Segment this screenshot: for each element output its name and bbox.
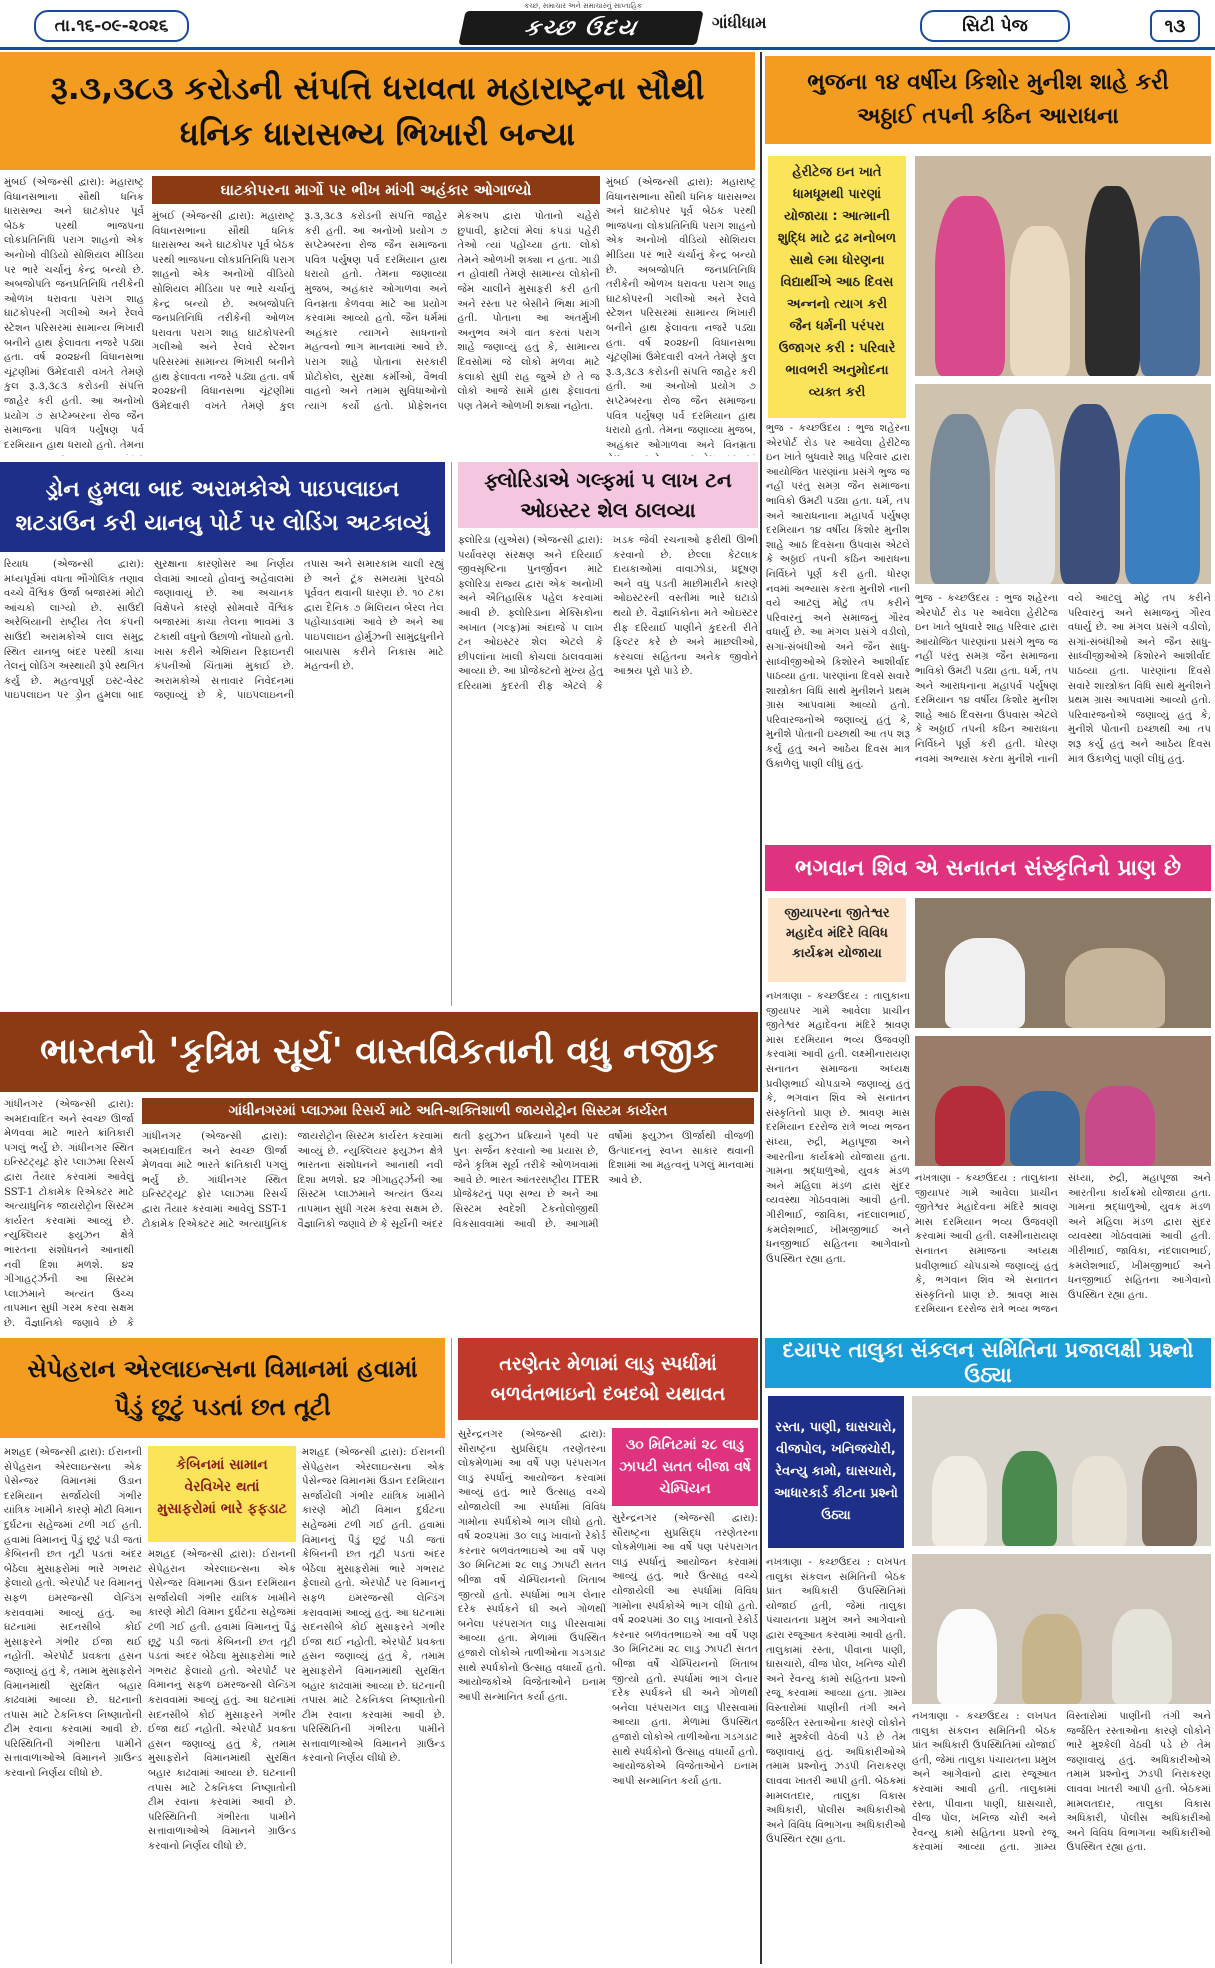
- story5-photo-crowd: [915, 1036, 1211, 1166]
- story5-body-cont: [915, 1172, 1211, 1330]
- story5-callout-text: જીયાપરના જીતેશ્વર મહાદેવ મંદિરે વિવિધ કાર્યક્રમ યોજાયા: [784, 906, 890, 961]
- story7-body-text: મશહદ (એજન્સી દ્વારા): ઈરાનની સેપેહરાન એરલાઇન્સના એક પેસેન્જર વિમાનમાં ઉડાન દરમિયાન સર્જાયેલી ગંભીર યાંત્રિક ખામીને કારણે મોટી વિમાન દુર્ઘટના સહેજમાં ટળી ગઈ હતી. હવામાં વિમાનનું પૈડું છૂટું પડી જતાં કેબિનની છત તૂટી પડતાં અંદર બેઠેલા મુસાફરોમાં ભારે ગભરાટ ફેલાયો હતો. એરપોર્ટ પર વિમાનનું સફળ ઇમરજન્સી લેન્ડિંગ કરાવવામાં આવ્યું હતું. આ ઘટનામાં સદનસીબે કોઈ મુસાફરને ગંભીર ઈજા થઈ નહોતી. એરપોર્ટ પ્રવક્તા હસન જણાવ્યું હતું કે, તમામ મુસાફરોને વિમાનમાંથી સુરક્ષિત બહાર કાઢવામાં આવ્યા છે. ઘટનાની તપાસ માટે ટેકનિકલ નિષ્ણાતોની ટીમ રવાના કરવામાં આવી છે. પરિસ્થિતિની ગંભીરતા પામીને સત્તાવાળાઓએ વિમાનને ગ્રાઉન્ડ કરવાનો નિર્ણય લીધો છે.: [4, 1447, 142, 1780]
- story3-headline: [0, 462, 445, 552]
- masthead: [0, 0, 1215, 50]
- story5-body-text-cont: નખત્રાણા - કચ્છઉદય : તાલુકાના જીયાપર ગામે આવેલા પ્રાચીન જીતેશ્વર મહાદેવના મંદિરે શ્રાવણ માસ દરમિયાન ભવ્ય ઉજવણી કરવામાં આવી હતી. લક્ષ્મીનારાયણ સનાતન સમાજના અધ્યક્ષ પ્રવીણભાઈ ચોપડાએ જણાવ્યું હતું કે, ભગવાન શિવ એ સનાતન સંસ્કૃતિનો પ્રાણ છે. શ્રાવણ માસ દરમિયાન દરરોજ રાત્રે ભવ્ય ભજન સંધ્યા, રુદ્રી, મહાપૂજા અને આરતીના કાર્યક્રમો યોજાયા હતા. ગામના શ્રદ્ધાળુઓ, યુવક મંડળ અને મહિલા મંડળ દ્વારા સુંદર વ્યવસ્થા ગોઠવવામાં આવી હતી. ગીરીભાઈ, જાવિકા, નંદલાલભાઈ, કમલેશભાઈ, ખીમજીભાઈ અને ધનજીભાઈ સહિતના આગેવાનો ઉપસ્થિત રહ્યા હતા.: [915, 1173, 1211, 1316]
- story2-body-text: ભુજ - કચ્છઉદય : ભુજ શહેરના એરપોર્ટ રોડ પર આવેલા હેરીટેજ ઇન ખાતે બુધવારે શાહ પરિવાર દ્વારા આયોજિત પારણાંના પ્રસંગે ભુજ જ નહીં પરંતુ સમગ્ર જૈન સમાજના ભાવિકો ઉમટી પડ્યા હતા. ધર્મ, તપ અને આરાધનાના મહાપર્વ પર્યુષણ દરમિયાન ૧૪ વર્ષીય કિશોર મુનીશ શાહે આઠ દિવસના ઉપવાસ એટલે કે અઠ્ઠાઈ તપની કઠિન આરાધના નિર્વિઘ્ને પૂર્ણ કરી હતી. ધોરણ નવમાં અભ્યાસ કરતા મુનીશે નાની વયે આટલું મોટું તપ કરીને પરિવારનું અને સમાજનું ગૌરવ વધાર્યું છે. આ મંગલ પ્રસંગે વડીલો, સગાં-સંબંધીઓ અને જૈન સાધુ-સાધ્વીજીઓએ કિશોરને આશીર્વાદ પાઠવ્યા હતા. પારણાંના દિવસે સવારે શાસ્ત્રોક્ત વિધિ સાથે મુનીશને પ્રથમ ગ્રાસ આપવામાં આવ્યો હતો. પરિવારજનોએ જણાવ્યું હતું કે, મુનીશે પોતાની ઇચ્છાથી આ તપ શરૂ કર્યું હતું અને આઠેય દિવસ માત્ર ઉકાળેલું પાણી લીધું હતું.: [766, 423, 910, 770]
- story1-subhead: [152, 176, 600, 204]
- story9-body: [766, 1556, 906, 1964]
- column-rule: [451, 1338, 452, 1964]
- story6-body-text-cont: ગાંધીનગર (એજન્સી દ્વારા): અમદાવાદિત અને સ્વચ્છ ઊર્જા મેળવવા માટે ભારતે ક્રાંતિકારી પગલું ભર્યું છે. ગાંધીનગર સ્થિત ઇન્સ્ટિટ્યૂટ ફોર પ્લાઝમા રિસર્ચ દ્વારા તૈયાર કરવામાં આવેલું SST-1 ટોકામેક રિએક્ટર માટે અત્યાધુનિક જાયરોટ્રોન સિસ્ટમ કાર્યરત કરવામાં આવ્યું છે. ન્યુક્લિયર ફ્યુઝન ક્ષેત્રે ભારતના સંશોધનને આનાથી નવી દિશા મળશે. ૪૨ ગીગાહર્ટ્ઝની આ સિસ્ટમ પ્લાઝમાને અત્યંત ઉચ્ચ તાપમાન સુધી ગરમ કરવા સક્ષમ છે. વૈજ્ઞાનિકો જણાવે છે કે સૂર્યની અંદર થતી ફ્યુઝન પ્રક્રિયાને પૃથ્વી પર પુનઃ સર્જન કરવાનો આ પ્રયાસ છે, જેને કૃત્રિમ સૂર્ય તરીકે ઓળખવામાં આવે છે. ભારત આંતરરાષ્ટ્રીય ITER પ્રોજેક્ટનું પણ સભ્ય છે અને આ સિસ્ટમ સ્વદેશી ટેકનોલોજીથી વિકસાવવામાં આવી છે. આગામી વર્ષોમાં ફ્યુઝન ઊર્જાથી વીજળી ઉત્પાદનનું સ્વપ્ન સાકાર થવાની દિશામાં આ મહત્વનું પગલું માનવામાં આવે છે.: [142, 1131, 754, 1230]
- story7-body-col3: [302, 1446, 445, 1964]
- story8-headline-text: તરણેતર મેળામાં લાડુ સ્પર્ધામાં બળવંતભાઇનો દબદબો યથાવત: [490, 1353, 726, 1405]
- story5-callout: [768, 898, 906, 982]
- story6-headline-text: ભારતનો 'કૃત્રિમ સૂર્ય' વાસ્તવિકતાની વધુ નજીક: [39, 1031, 719, 1072]
- story7-callout: [148, 1446, 296, 1542]
- story5-headline-text: ભગવાન શિવ એ સનાતન સંસ્કૃતિનો પ્રાણ છે: [794, 855, 1182, 881]
- story1-body-text-end: મુંબઈ (એજન્સી દ્વારા): મહારાષ્ટ્ર વિધાનસભાના સૌથી ધનિક ધારાસભ્ય અને ઘાટકોપર પૂર્વ બેઠક પરથી ભાજપના લોકપ્રતિનિધિ પરાગ શાહનો એક અનોખો વીડિયો સોશિયલ મીડિયા પર ભારે ચર્ચાનું કેન્દ્ર બન્યો છે. અબજોપતિ જનપ્રતિનિધિ તરીકેની ઓળખ ધરાવતા પરાગ શાહ ઘાટકોપરની ગલીઓ અને રેલવે સ્ટેશન પરિસરમાં સામાન્ય ભિખારી બનીને હાથ ફેલાવતા નજરે પડ્યા હતા. વર્ષ ૨૦૨૪ની વિધાનસભા ચૂંટણીમાં ઉમેદવારી વખતે તેમણે કુલ રૂ.૩,૩૮૩ કરોડની સંપત્તિ જાહેર કરી હતી. આ અનોખો પ્રયોગ ૭ સપ્ટેમ્બરના રોજ જૈન સમાજના પવિત્ર પર્યુષણ પર્વ દરમિયાન હાથ ધરાયો હતો. તેમના જણાવ્યા મુજબ, અહંકાર ઓગાળવા અને વિનમ્રતા: [606, 177, 756, 451]
- section-badge: [920, 10, 1070, 42]
- story5-body: [766, 990, 910, 1330]
- story9-photo-meeting: [912, 1396, 1211, 1546]
- date-badge: [34, 10, 189, 42]
- story2-photo-group: [915, 384, 1211, 584]
- story7-callout-text: કેબિનમાં સામાન વેરવિખેર થતાં મુસાફરોમાં ભારે ફફડાટ: [157, 1457, 287, 1517]
- story8-headline: [458, 1338, 758, 1420]
- story6-body-col2: [142, 1130, 754, 1330]
- story2-photo-family: [915, 156, 1211, 376]
- story6-subhead-text: ગાંધીનગરમાં પ્લાઝમા રિસર્ચ માટે અતિ-શક્તિશાળી જાયરોટ્રોન સિસ્ટમ કાર્યરત: [228, 1103, 668, 1119]
- section-label: સિટી પેજ: [962, 16, 1028, 36]
- story6-body-text: ગાંધીનગર (એજન્સી દ્વારા): અમદાવાદિત અને સ્વચ્છ ઊર્જા મેળવવા માટે ભારતે ક્રાંતિકારી પગલું ભર્યું છે. ગાંધીનગર સ્થિત ઇન્સ્ટિટ્યૂટ ફોર પ્લાઝમા રિસર્ચ દ્વારા તૈયાર કરવામાં આવેલું SST-1 ટોકામેક રિએક્ટર માટે અત્યાધુનિક જાયરોટ્રોન સિસ્ટમ કાર્યરત કરવામાં આવ્યું છે. ન્યુક્લિયર ફ્યુઝન ક્ષેત્રે ભારતના સંશોધનને આનાથી નવી દિશા મળશે. ૪૨ ગીગાહર્ટ્ઝની આ સિસ્ટમ પ્લાઝમાને અત્યંત ઉચ્ચ તાપમાન સુધી ગરમ કરવા સક્ષમ છે. વૈજ્ઞાનિકો જણાવે છે કે: [4, 1099, 134, 1329]
- story1-headline-text: રૂ.૩,૩૮૩ કરોડની સંપત્તિ ધરાવતા મહારાષ્ટ્રના સૌથી ધનિક ધારાસભ્ય ભિખારી બન્યા: [50, 69, 705, 153]
- story9-headline-text: દયાપર તાલુકા સંકલન સમિતિના પ્રજાલક્ષી પ્રશ્નો ઉઠ્યા: [782, 1338, 1194, 1387]
- story5-body-text: નખત્રાણા - કચ્છઉદય : તાલુકાના જીયાપર ગામે આવેલા પ્રાચીન જીતેશ્વર મહાદેવના મંદિરે શ્રાવણ માસ દરમિયાન ભવ્ય ઉજવણી કરવામાં આવી હતી. લક્ષ્મીનારાયણ સનાતન સમાજના અધ્યક્ષ પ્રવીણભાઈ ચોપડાએ જણાવ્યું હતું કે, ભગવાન શિવ એ સનાતન સંસ્કૃતિનો પ્રાણ છે. શ્રાવણ માસ દરમિયાન દરરોજ રાત્રે ભવ્ય ભજન સંધ્યા, રુદ્રી, મહાપૂજા અને આરતીના કાર્યક્રમો યોજાયા હતા. ગામના શ્રદ્ધાળુઓ, યુવક મંડળ અને મહિલા મંડળ દ્વારા સુંદર વ્યવસ્થા ગોઠવવામાં આવી હતી. ગીરીભાઈ, જાવિકા, નંદલાલભાઈ, કમલેશભાઈ, ખીમજીભાઈ અને ધનજીભાઈ સહિતના આગેવાનો ઉપસ્થિત રહ્યા હતા.: [766, 991, 910, 1265]
- story8-body-col2: [612, 1512, 758, 1964]
- story8-callout-text: ૩૦ મિનિટમાં ૨૮ લાડુ ઝાપટી સતત બીજા વર્ષે ચેમ્પિયન: [619, 1437, 751, 1497]
- column-rule: [451, 462, 452, 1006]
- story4-headline: [458, 462, 758, 528]
- story2-headline-text: ભુજના ૧૪ વર્ષીય કિશોર મુનીશ શાહે કરી અઠ્ઠાઈ તપની કઠિન આરાધના: [807, 70, 1169, 129]
- story5-photo-temple: [915, 898, 1211, 1028]
- paper-logo: [458, 11, 703, 45]
- story1-subhead-text: ઘાટકોપરના માર્ગો પર ભીખ માંગી અહંકાર ઓગાળ્યો: [220, 181, 532, 199]
- story8-body-text: સુરેન્દ્રનગર (એજન્સી દ્વારા): સૌરાષ્ટ્રના સુપ્રસિદ્ધ તરણેતરના લોકમેળામાં આ વર્ષે પણ પરંપરાગત લાડુ સ્પર્ધાનું આયોજન કરવામાં આવ્યું હતું. ભારે ઉત્સાહ વચ્ચે યોજાયેલી આ સ્પર્ધામાં વિવિધ ગામોના સ્પર્ધકોએ ભાગ લીધો હતો. વર્ષ ૨૦૨૫માં ૩૦ લાડુ ખાવાનો રેકોર્ડ કરનાર બળવંતભાઇએ આ વર્ષે પણ ૩૦ મિનિટમાં ૨૮ લાડુ ઝાપટી સતત બીજા વર્ષે ચેમ્પિયનનો ખિતાબ જીત્યો હતો. સ્પર્ધામાં ભાગ લેનાર દરેક સ્પર્ધકને ઘી અને ગોળથી બનેલા પરંપરાગત લાડુ પીરસવામાં આવ્યા હતા. મેળામાં ઉપસ્થિત હજારો લોકોએ તાળીઓના ગડગડાટ સાથે સ્પર્ધકોનો ઉત્સાહ વધાર્યો હતો. આયોજકોએ વિજેતાઓને ઇનામ આપી સન્માનિત કર્યા હતા.: [458, 1429, 606, 1703]
- story3-body-text: રિયાધ (એજન્સી દ્વારા): મધ્યપૂર્વમાં વધતા ભૌગોલિક તણાવ વચ્ચે વૈશ્વિક ઉર્જા બજારમાં મોટો આંચકો લાગ્યો છે. સાઉદી અરેબિયાની રાષ્ટ્રીય તેલ કંપની સાઉદી અરામકોએ લાલ સમુદ્ર સ્થિત યાનબુ બંદર પરથી કાચા તેલનું લોડિંગ અસ્થાયી રૂપે સ્થગિત કર્યું છે. મહત્વપૂર્ણ ઇસ્ટ-વેસ્ટ પાઇપલાઇન પર ડ્રોન હુમલા બાદ સુરક્ષાના કારણોસર આ નિર્ણય લેવામાં આવ્યો હોવાનું અહેવાલમાં જણાવાયું છે. આ અચાનક વિક્ષેપને કારણે સોમવારે વૈશ્વિક બજારમાં કાચા તેલના ભાવમાં ૩ ટકાથી વધુનો ઉછાળો નોંધાયો હતો. ખાસ કરીને એશિયન રિફાઇનરી કંપનીઓ ચિંતામાં મુકાઈ છે. અરામકોએ સત્તાવાર નિવેદનમાં જણાવ્યું છે કે, પાઇપલાઇનની તપાસ અને સમારકામ ચાલી રહ્યું છે અને ટૂંક સમયમાં પુરવઠો પૂર્વવત થવાની ધારણા છે. ૧૦ ટકા દ્વારા દૈનિક ૭ મિલિયન બેરલ તેલ પહોંચાડવામાં આવે છે અને આ પાઇપલાઇન હોર્મુઝની સામુદ્રધુનીને બાયપાસ કરીને નિકાસ માટે મહત્વની છે.: [4, 559, 444, 702]
- story4-body-text: ફ્લોરિડા (યુએસ) (એજન્સી દ્વારા): પર્યાવરણ સંરક્ષણ અને દરિયાઈ જીવસૃષ્ટિના પુનર્જીવન માટે ફ્લોરિડા રાજ્ય દ્વારા એક અનોખી અને ઐતિહાસિક પહેલ કરવામાં આવી છે. ફ્લોરિડાના મેક્સિકોના અખાત (ગલ્ફ)માં અંદાજે ૫ લાખ ટન ઓઇસ્ટર શેલ એટલે કે છીપલાંના ખાલી કોચલાં ઠાલવવામાં આવ્યા છે. આ પ્રોજેક્ટનો મુખ્ય હેતુ દરિયામાં કુદરતી રીફ એટલે કે ખડક જેવી રચનાઓ ફરીથી ઊભી કરવાનો છે. છેલ્લા કેટલાક દાયકાઓમાં વાવાઝોડાં, પ્રદૂષણ અને વધુ પડતી માછીમારીને કારણે ઓઇસ્ટરની વસ્તીમાં ભારે ઘટાડો થયો છે. વૈજ્ઞાનિકોના મતે ઓઇસ્ટર રીફ દરિયાઈ પાણીને કુદરતી રીતે ફિલ્ટર કરે છે અને માછલીઓ, કરચલાં સહિતના અનેક જીવોને આશ્રય પૂરો પાડે છે.: [458, 535, 758, 692]
- story3-headline-text: ડ્રોન હુમલા બાદ અરામકોએ પાઇપલાઇન શટડાઉન કરી યાનબુ પોર્ટ પર લોડિંગ અટકાવ્યું: [15, 477, 430, 536]
- story9-body-cont: [912, 1710, 1211, 1964]
- page-number-badge: [1150, 10, 1200, 42]
- story9-photo-officials: [912, 1554, 1211, 1704]
- paper-name: કચ્છ ઉદય: [521, 15, 641, 41]
- story8-body-col1: [458, 1428, 606, 1964]
- column-rule: [760, 52, 762, 1964]
- story9-body-text: નખત્રાણા - કચ્છઉદય : લખપત તાલુકા સંકલન સમિતિની બેઠક પ્રાંત અધિકારી ઉપસ્થિતિમાં યોજાઈ હતી, જેમાં તાલુકા પંચાયતના પ્રમુખ અને આગેવાનો દ્વારા રજૂઆત કરવામાં આવી હતી. તાલુકામાં રસ્તા, પીવાના પાણી, ઘાસચારો, વીજ પોલ, ખનિજ ચોરી અને રેવન્યુ કામો સહિતના પ્રશ્નો રજૂ કરવામાં આવ્યા હતા. ગ્રામ્ય વિસ્તારોમાં પાણીની તંગી અને જર્જરિત રસ્તાઓના કારણે લોકોને ભારે મુશ્કેલી વેઠવી પડે છે તેમ જણાવાયું હતું. અધિકારીઓએ તમામ પ્રશ્નોનું ઝડપી નિરાકરણ લાવવા ખાતરી આપી હતી. બેઠકમાં મામલતદાર, તાલુકા વિકાસ અધિકારી, પોલીસ અધિકારીઓ અને વિવિધ વિભાગના અધિકારીઓ ઉપસ્થિત રહ્યા હતા.: [766, 1557, 906, 1846]
- story6-subhead: [142, 1098, 754, 1124]
- story6-headline: [0, 1012, 758, 1092]
- story7-body-text-cont: મશહદ (એજન્સી દ્વારા): ઈરાનની સેપેહરાન એરલાઇન્સના એક પેસેન્જર વિમાનમાં ઉડાન દરમિયાન સર્જાયેલી ગંભીર યાંત્રિક ખામીને કારણે મોટી વિમાન દુર્ઘટના સહેજમાં ટળી ગઈ હતી. હવામાં વિમાનનું પૈડું છૂટું પડી જતાં કેબિનની છત તૂટી પડતાં અંદર બેઠેલા મુસાફરોમાં ભારે ગભરાટ ફેલાયો હતો. એરપોર્ટ પર વિમાનનું સફળ ઇમરજન્સી લેન્ડિંગ કરાવવામાં આવ્યું હતું. આ ઘટનામાં સદનસીબે કોઈ મુસાફરને ગંભીર ઈજા થઈ નહોતી. એરપોર્ટ પ્રવક્તા હસન જણાવ્યું હતું કે, તમામ મુસાફરોને વિમાનમાંથી સુરક્ષિત બહાર કાઢવામાં આવ્યા છે. ઘટનાની તપાસ માટે ટેકનિકલ નિષ્ણાતોની ટીમ રવાના કરવામાં આવી છે. પરિસ્થિતિની ગંભીરતા પામીને સત્તાવાળાઓએ વિમાનને ગ્રાઉન્ડ કરવાનો નિર્ણય લીધો છે.: [148, 1549, 296, 1852]
- story2-headline: [765, 56, 1211, 144]
- story2-body-text-cont: ભુજ - કચ્છઉદય : ભુજ શહેરના એરપોર્ટ રોડ પર આવેલા હેરીટેજ ઇન ખાતે બુધવારે શાહ પરિવાર દ્વારા આયોજિત પારણાંના પ્રસંગે ભુજ જ નહીં પરંતુ સમગ્ર જૈન સમાજના ભાવિકો ઉમટી પડ્યા હતા. ધર્મ, તપ અને આરાધનાના મહાપર્વ પર્યુષણ દરમિયાન ૧૪ વર્ષીય કિશોર મુનીશ શાહે આઠ દિવસના ઉપવાસ એટલે કે અઠ્ઠાઈ તપની કઠિન આરાધના નિર્વિઘ્ને પૂર્ણ કરી હતી. ધોરણ નવમાં અભ્યાસ કરતા મુનીશે નાની વયે આટલું મોટું તપ કરીને પરિવારનું અને સમાજનું ગૌરવ વધાર્યું છે. આ મંગલ પ્રસંગે વડીલો, સગાં-સંબંધીઓ અને જૈન સાધુ-સાધ્વીજીઓએ કિશોરને આશીર્વાદ પાઠવ્યા હતા. પારણાંના દિવસે સવારે શાસ્ત્રોક્ત વિધિ સાથે મુનીશને પ્રથમ ગ્રાસ આપવામાં આવ્યો હતો. પરિવારજનોએ જણાવ્યું હતું કે, મુનીશે પોતાની ઇચ્છાથી આ તપ શરૂ કર્યું હતું અને આઠેય દિવસ માત્ર ઉકાળેલું પાણી લીધું હતું.: [915, 593, 1211, 765]
- story5-headline: [765, 845, 1211, 891]
- story9-callout: [768, 1396, 904, 1548]
- page-number: ૧૩: [1164, 15, 1186, 37]
- story7-body-col2: [148, 1548, 296, 1964]
- story6-body-col1: [4, 1098, 134, 1330]
- story2-body-cont: [915, 592, 1211, 837]
- story2-body: [766, 422, 910, 837]
- story4-headline-text: ફ્લોરિડાએ ગલ્ફમાં ૫ લાખ ટન ઓઇસ્ટર શેલ ઠાલવ્યા: [484, 468, 732, 522]
- story9-callout-text: રસ્તા, પાણી, ઘાસચારો, વીજપોલ, ખનિજચોરી, રેવન્યુ કામો, ઘાસચારો, આધારકાર્ડ કીટના પ્રશ્નો ઉઠ્યા: [774, 1420, 898, 1523]
- story1-body-col1: [4, 176, 144, 456]
- story4-body: [458, 534, 758, 1006]
- story1-body-col3: [606, 176, 756, 456]
- story9-body-text-cont: નખત્રાણા - કચ્છઉદય : લખપત તાલુકા સંકલન સમિતિની બેઠક પ્રાંત અધિકારી ઉપસ્થિતિમાં યોજાઈ હતી, જેમાં તાલુકા પંચાયતના પ્રમુખ અને આગેવાનો દ્વારા રજૂઆત કરવામાં આવી હતી. તાલુકામાં રસ્તા, પીવાના પાણી, ઘાસચારો, વીજ પોલ, ખનિજ ચોરી અને રેવન્યુ કામો સહિતના પ્રશ્નો રજૂ કરવામાં આવ્યા હતા. ગ્રામ્ય વિસ્તારોમાં પાણીની તંગી અને જર્જરિત રસ્તાઓના કારણે લોકોને ભારે મુશ્કેલી વેઠવી પડે છે તેમ જણાવાયું હતું. અધિકારીઓએ તમામ પ્રશ્નોનું ઝડપી નિરાકરણ લાવવા ખાતરી આપી હતી. બેઠકમાં મામલતદાર, તાલુકા વિકાસ અધિકારી, પોલીસ અધિકારીઓ અને વિવિધ વિભાગના અધિકારીઓ ઉપસ્થિત રહ્યા હતા.: [912, 1711, 1211, 1854]
- story8-body-text-cont: સુરેન્દ્રનગર (એજન્સી દ્વારા): સૌરાષ્ટ્રના સુપ્રસિદ્ધ તરણેતરના લોકમેળામાં આ વર્ષે પણ પરંપરાગત લાડુ સ્પર્ધાનું આયોજન કરવામાં આવ્યું હતું. ભારે ઉત્સાહ વચ્ચે યોજાયેલી આ સ્પર્ધામાં વિવિધ ગામોના સ્પર્ધકોએ ભાગ લીધો હતો. વર્ષ ૨૦૨૫માં ૩૦ લાડુ ખાવાનો રેકોર્ડ કરનાર બળવંતભાઇએ આ વર્ષે પણ ૩૦ મિનિટમાં ૨૮ લાડુ ઝાપટી સતત બીજા વર્ષે ચેમ્પિયનનો ખિતાબ જીત્યો હતો. સ્પર્ધામાં ભાગ લેનાર દરેક સ્પર્ધકને ઘી અને ગોળથી બનેલા પરંપરાગત લાડુ પીરસવામાં આવ્યા હતા. મેળામાં ઉપસ્થિત હજારો લોકોએ તાળીઓના ગડગડાટ સાથે સ્પર્ધકોનો ઉત્સાહ વધાર્યો હતો. આયોજકોએ વિજેતાઓને ઇનામ આપી સન્માનિત કર્યા હતા.: [612, 1513, 758, 1787]
- masthead-city: ગાંધીધામ: [712, 13, 767, 32]
- story7-body-text-end: મશહદ (એજન્સી દ્વારા): ઈરાનની સેપેહરાન એરલાઇન્સના એક પેસેન્જર વિમાનમાં ઉડાન દરમિયાન સર્જાયેલી ગંભીર યાંત્રિક ખામીને કારણે મોટી વિમાન દુર્ઘટના સહેજમાં ટળી ગઈ હતી. હવામાં વિમાનનું પૈડું છૂટું પડી જતાં કેબિનની છત તૂટી પડતાં અંદર બેઠેલા મુસાફરોમાં ભારે ગભરાટ ફેલાયો હતો. એરપોર્ટ પર વિમાનનું સફળ ઇમરજન્સી લેન્ડિંગ કરાવવામાં આવ્યું હતું. આ ઘટનામાં સદનસીબે કોઈ મુસાફરને ગંભીર ઈજા થઈ નહોતી. એરપોર્ટ પ્રવક્તા હસન જણાવ્યું હતું કે, તમામ મુસાફરોને વિમાનમાંથી સુરક્ષિત બહાર કાઢવામાં આવ્યા છે. ઘટનાની તપાસ માટે ટેકનિકલ નિષ્ણાતોની ટીમ રવાના કરવામાં આવી છે. પરિસ્થિતિની ગંભીરતા પામીને સત્તાવાળાઓએ વિમાનને ગ્રાઉન્ડ કરવાનો નિર્ણય લીધો છે.: [302, 1447, 445, 1765]
- story2-callout: [768, 156, 906, 418]
- story1-body-col2: [152, 210, 600, 456]
- story7-body-col1: [4, 1446, 142, 1964]
- paper-tagline: કચ્છ, સમાચાર અને સમાચારનું સાપ્તાહિક: [524, 2, 642, 10]
- story9-headline: [765, 1338, 1211, 1388]
- story1-headline: [0, 52, 755, 170]
- story7-headline-text: સેપેહરાન એરલાઇન્સના વિમાનમાં હવામાં પૈડું છૂટું પડતાં છત તૂટી: [27, 1355, 418, 1421]
- story3-body: [4, 558, 444, 1006]
- story2-callout-text: હેરીટેજ ઇન ખાતે ધામધૂમથી પારણાં યોજાયા : આત્માની શુદ્ધિ માટે દ્રઢ મનોબળ સાથે ૯મા ધોરણના વિદ્યાર્થીએ આઠ દિવસ અન્નનો ત્યાગ કરી જૈન ધર્મની પરંપરા ઉજાગર કરી : પરિવારે ભાવભરી અનુમોદના વ્યક્ત કરી: [777, 165, 897, 400]
- story1-body-text: મુંબઈ (એજન્સી દ્વારા): મહારાષ્ટ્ર વિધાનસભાના સૌથી ધનિક ધારાસભ્ય અને ઘાટકોપર પૂર્વ બેઠક પરથી ભાજપના લોકપ્રતિનિધિ પરાગ શાહનો એક અનોખો વીડિયો સોશિયલ મીડિયા પર ભારે ચર્ચાનું કેન્દ્ર બન્યો છે. અબજોપતિ જનપ્રતિનિધિ તરીકેની ઓળખ ધરાવતા પરાગ શાહ ઘાટકોપરની ગલીઓ અને રેલવે સ્ટેશન પરિસરમાં સામાન્ય ભિખારી બનીને હાથ ફેલાવતા નજરે પડ્યા હતા. વર્ષ ૨૦૨૪ની વિધાનસભા ચૂંટણીમાં ઉમેદવારી વખતે તેમણે કુલ રૂ.૩,૩૮૩ કરોડની સંપત્તિ જાહેર કરી હતી. આ અનોખો પ્રયોગ ૭ સપ્ટેમ્બરના રોજ જૈન સમાજના પવિત્ર પર્યુષણ પર્વ દરમિયાન હાથ ધરાયો હતો. તેમના: [4, 177, 144, 451]
- masthead-date: તા.૧૬-૦૯-૨૦૨૬: [54, 16, 169, 36]
- story8-callout: [612, 1428, 758, 1506]
- story7-headline: [0, 1338, 445, 1438]
- story1-body-text-cont: મુંબઈ (એજન્સી દ્વારા): મહારાષ્ટ્ર વિધાનસભાના સૌથી ધનિક ધારાસભ્ય અને ઘાટકોપર પૂર્વ બેઠક પરથી ભાજપના લોકપ્રતિનિધિ પરાગ શાહનો એક અનોખો વીડિયો સોશિયલ મીડિયા પર ભારે ચર્ચાનું કેન્દ્ર બન્યો છે. અબજોપતિ જનપ્રતિનિધિ તરીકેની ઓળખ ધરાવતા પરાગ શાહ ઘાટકોપરની ગલીઓ અને રેલવે સ્ટેશન પરિસરમાં સામાન્ય ભિખારી બનીને હાથ ફેલાવતા નજરે પડ્યા હતા. વર્ષ ૨૦૨૪ની વિધાનસભા ચૂંટણીમાં ઉમેદવારી વખતે તેમણે કુલ રૂ.૩,૩૮૩ કરોડની સંપત્તિ જાહેર કરી હતી. આ અનોખો પ્રયોગ ૭ સપ્ટેમ્બરના રોજ જૈન સમાજના પવિત્ર પર્યુષણ પર્વ દરમિયાન હાથ ધરાયો હતો. તેમના જણાવ્યા મુજબ, અહંકાર ઓગાળવા અને વિનમ્રતા કેળવવા માટે આ પ્રયોગ કરવામાં આવ્યો હતો. જૈન ધર્મમાં અહંકાર ત્યાગને સાધનાનો મહત્વનો ભાગ માનવામાં આવે છે. પરાગ શાહે પોતાના સરકારી પ્રોટોકોલ, સુરક્ષા કર્મીઓ, વૈભવી વાહનો અને તમામ સુવિધાઓનો ત્યાગ કર્યો હતો. પ્રોફેશનલ મેકઅપ દ્વારા પોતાનો ચહેરો છુપાવી, ફાટેલાં મેલાં કપડાં પહેરી તેઓ ત્યાં પહોંચ્યા હતા. લોકો તેમને ઓળખી શક્યા ન હતા. ગાડી ન હોવાથી તેમણે સામાન્ય લોકોની જેમ ચાલીને મુસાફરી કરી હતી અને રસ્તા પર બેસીને ભિક્ષા માંગી હતી. પોતાના આ અંતર્મુખી અનુભવ અંગે વાત કરતાં પરાગ શાહે જણાવ્યું હતું કે, સામાન્ય દિવસોમાં જે લોકો મળવા માટે કલાકો સુધી રાહ જુએ છે તે જ લોકો આજે સામે હાથ ફેલાવતાં પણ તેમને ઓળખી શક્યા નહોતા.: [152, 211, 600, 412]
